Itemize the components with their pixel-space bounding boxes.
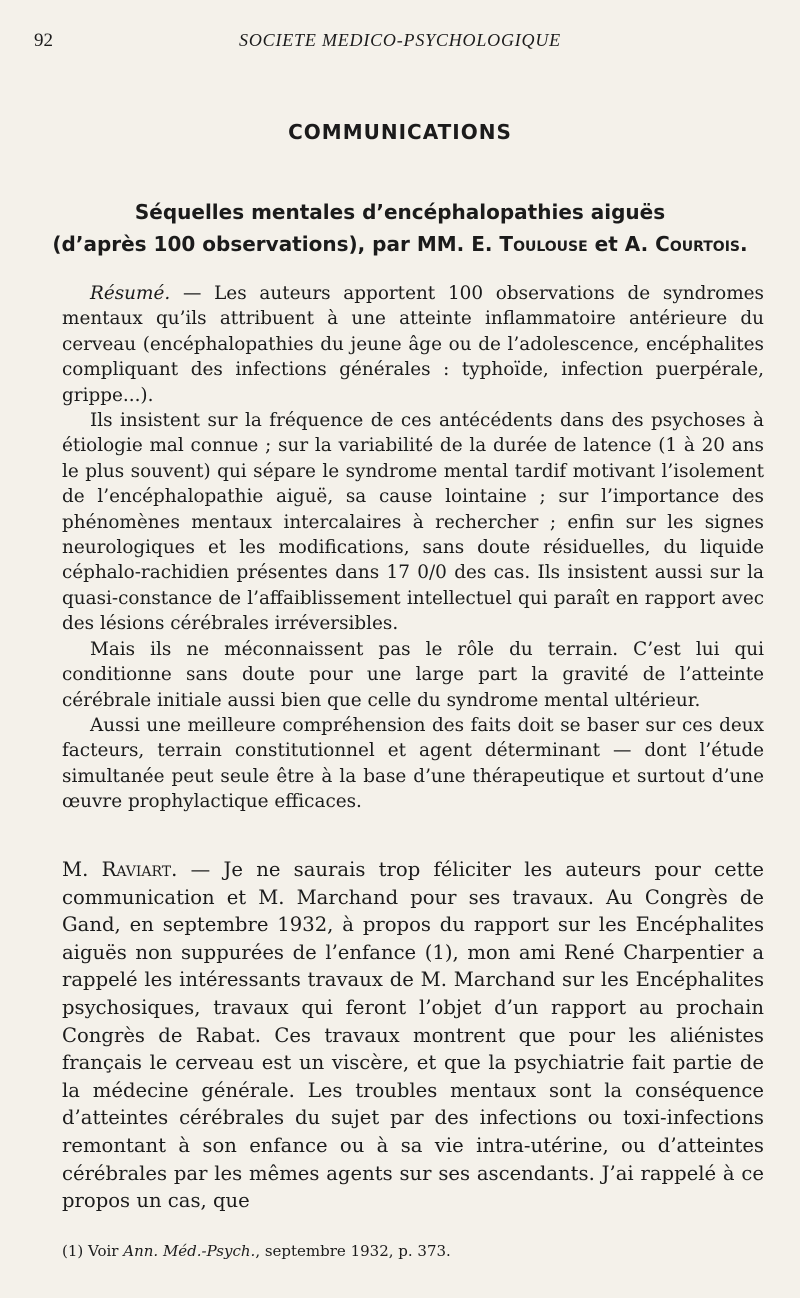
section-title: COMMUNICATIONS bbox=[288, 120, 512, 144]
article-title-line2 bbox=[30, 228, 770, 260]
footnote bbox=[62, 1242, 764, 1260]
title-prefix: (d’après 100 observations), par MM. E. bbox=[52, 232, 500, 256]
resume-label: Résumé. bbox=[90, 283, 171, 304]
speaker-suffix: . bbox=[171, 858, 178, 881]
discussion-text: — Je ne saurais trop féliciter les auteurs pour cette communication et M. Marchand pour ses travaux. Au Congrès de Gand, en septembre 1932, à propos du rapport sur les Encéphalites aiguës non suppurées de l’enfance (1), mon ami René Charpentier a rappelé les intéressants travaux de M. Marchand sur les Encéphalites psychosiques, travaux qui feront l’objet d’un rapport au prochain Congrès de Rabat. Ces travaux montrent que pour les aliénistes français le cerveau est un viscère, et que la psychiatrie fait partie de la médecine générale. Les troubles mentaux sont la conséquence d’atteintes cérébrales du sujet par des infections ou toxi-infections remontant à son enfance ou à sa vie intra-utérine, ou d’atteintes cérébrales par les mêmes agents sur ses ascendants. J’ai rappelé à ce propos un cas, que bbox=[62, 858, 764, 1213]
page-number: 92 bbox=[34, 30, 53, 51]
resume-paragraph: Mais ils ne méconnaissent pas le rôle du terrain. C’est lui qui conditionne sans doute pour une large part la gravité de l’atteinte cérébrale initiale aussi bien que celle du syndrome mental ultérieur. bbox=[62, 638, 764, 711]
resume-text: — Les auteurs apportent 100 observations de syndromes mentaux qu’ils attribuent à une atteinte inflammatoire antérieure du cerveau (encéphalopathies du jeune âge ou de l’adolescence, encéphalites compliquant des infections générales : typhoïde, infection puerpérale, grippe...). bbox=[62, 283, 764, 406]
title-suffix: . bbox=[739, 232, 748, 256]
title-mid: et A. bbox=[587, 232, 656, 256]
footnote-prefix: (1) Voir bbox=[62, 1242, 124, 1260]
resume-section bbox=[62, 281, 764, 815]
footnote-suffix: , septembre 1932, p. 373. bbox=[255, 1242, 451, 1260]
author-courtois: Courtois bbox=[655, 232, 740, 256]
article-title-line1: Séquelles mentales d’encéphalopathies aiguës bbox=[134, 200, 666, 224]
running-head: SOCIETE MEDICO-PSYCHOLOGIQUE bbox=[239, 30, 561, 50]
resume-paragraph: Ils insistent sur la fréquence de ces antécédents dans des psychoses à étiologie mal connue ; sur la variabilité de la durée de latence (1 à 20 ans le plus souvent) qui sépare le syndrome mental tardif motivant l’isolement de l’encéphalopathie aiguë, sa cause lointaine ; sur l’importance des phénomènes mentaux intercalaires à rechercher ; enfin sur les signes neurologiques et les modifications, sans doute résiduelles, du liquide céphalo-rachidien présentes dans 17 0/0 des cas. Ils insistent aussi sur la quasi-constance de l’affaiblissement intellectuel qui paraît en rapport avec des lésions cérébrales irréversibles. bbox=[62, 410, 764, 635]
resume-paragraph: Aussi une meilleure compréhension des faits doit se baser sur ces deux facteurs, terrain constitutionnel et agent déterminant — dont l’étude simultanée peut seule être à la base d’une thérapeutique et surtout d’une œuvre prophylactique efficaces. bbox=[62, 714, 764, 813]
discussion-section bbox=[62, 856, 764, 1215]
page-header bbox=[34, 30, 766, 54]
speaker-name: Raviart bbox=[101, 858, 172, 881]
article-title bbox=[30, 196, 770, 260]
footnote-journal: Ann. Méd.-Psych. bbox=[123, 1242, 256, 1260]
author-toulouse: Toulouse bbox=[499, 232, 588, 256]
resume-paragraph bbox=[62, 281, 764, 408]
speaker-prefix: M. bbox=[62, 858, 102, 881]
discussion-paragraph bbox=[62, 856, 764, 1215]
